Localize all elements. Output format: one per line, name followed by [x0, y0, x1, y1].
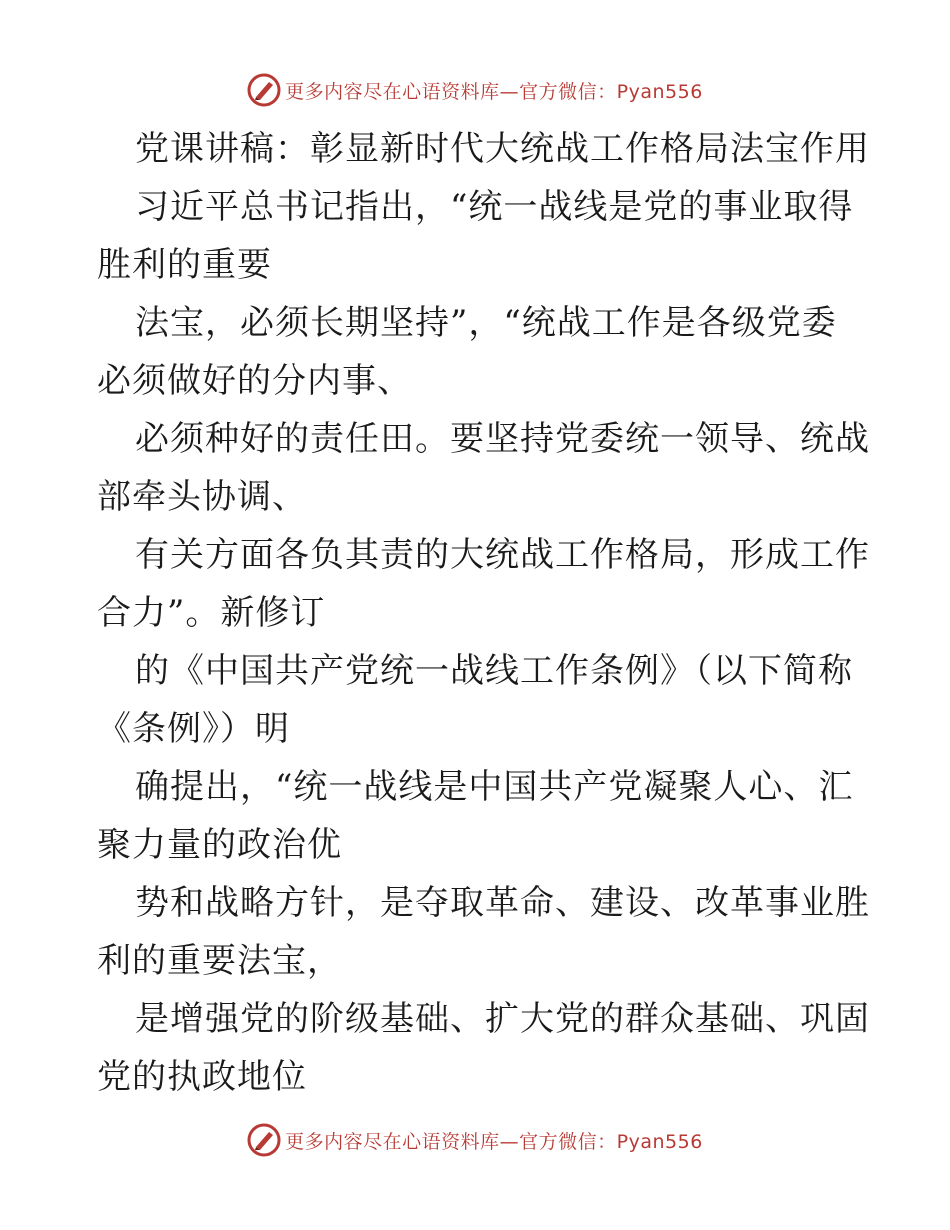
footer-banner-text: 更多内容尽在心语资料库—官方微信：Pyan556 — [285, 1130, 703, 1153]
document-body — [97, 120, 870, 1106]
paragraph-line: 必须种好的责任田。要坚持党委统一领导、统战 — [135, 419, 870, 459]
paragraph-line: 部牵头协调、 — [97, 477, 307, 517]
paragraph-line: 《条例》）明 — [97, 709, 290, 749]
header-banner — [0, 70, 950, 110]
paragraph-line: 合力”。新修订 — [97, 593, 326, 633]
brand-logo-icon — [247, 73, 281, 107]
footer-banner — [0, 1120, 950, 1160]
paragraph-line: 习近平总书记指出，“统一战线是党的事业取得 — [135, 187, 854, 227]
paragraph-line: 必须做好的分内事、 — [97, 361, 412, 401]
paragraph-line: 是增强党的阶级基础、扩大党的群众基础、巩固 — [135, 999, 870, 1039]
header-banner-text: 更多内容尽在心语资料库—官方微信：Pyan556 — [285, 80, 703, 103]
paragraph-line: 势和战略方针，是夺取革命、建设、改革事业胜 — [135, 883, 870, 923]
brand-logo-icon — [247, 1123, 281, 1157]
paragraph-line: 胜利的重要 — [97, 245, 272, 285]
document-title: 党课讲稿：彰显新时代大统战工作格局法宝作用 — [135, 129, 870, 169]
paragraph-line: 法宝，必须长期坚持”，“统战工作是各级党委 — [135, 303, 837, 343]
paragraph-line: 聚力量的政治优 — [97, 825, 342, 865]
paragraph-line: 的《中国共产党统一战线工作条例》（以下简称 — [135, 651, 853, 691]
paragraph-line: 利的重要法宝， — [97, 941, 342, 981]
paragraph-line: 党的执政地位 — [97, 1057, 307, 1097]
paragraph-line: 确提出，“统一战线是中国共产党凝聚人心、汇 — [135, 767, 854, 807]
paragraph-line: 有关方面各负其责的大统战工作格局，形成工作 — [135, 535, 870, 575]
